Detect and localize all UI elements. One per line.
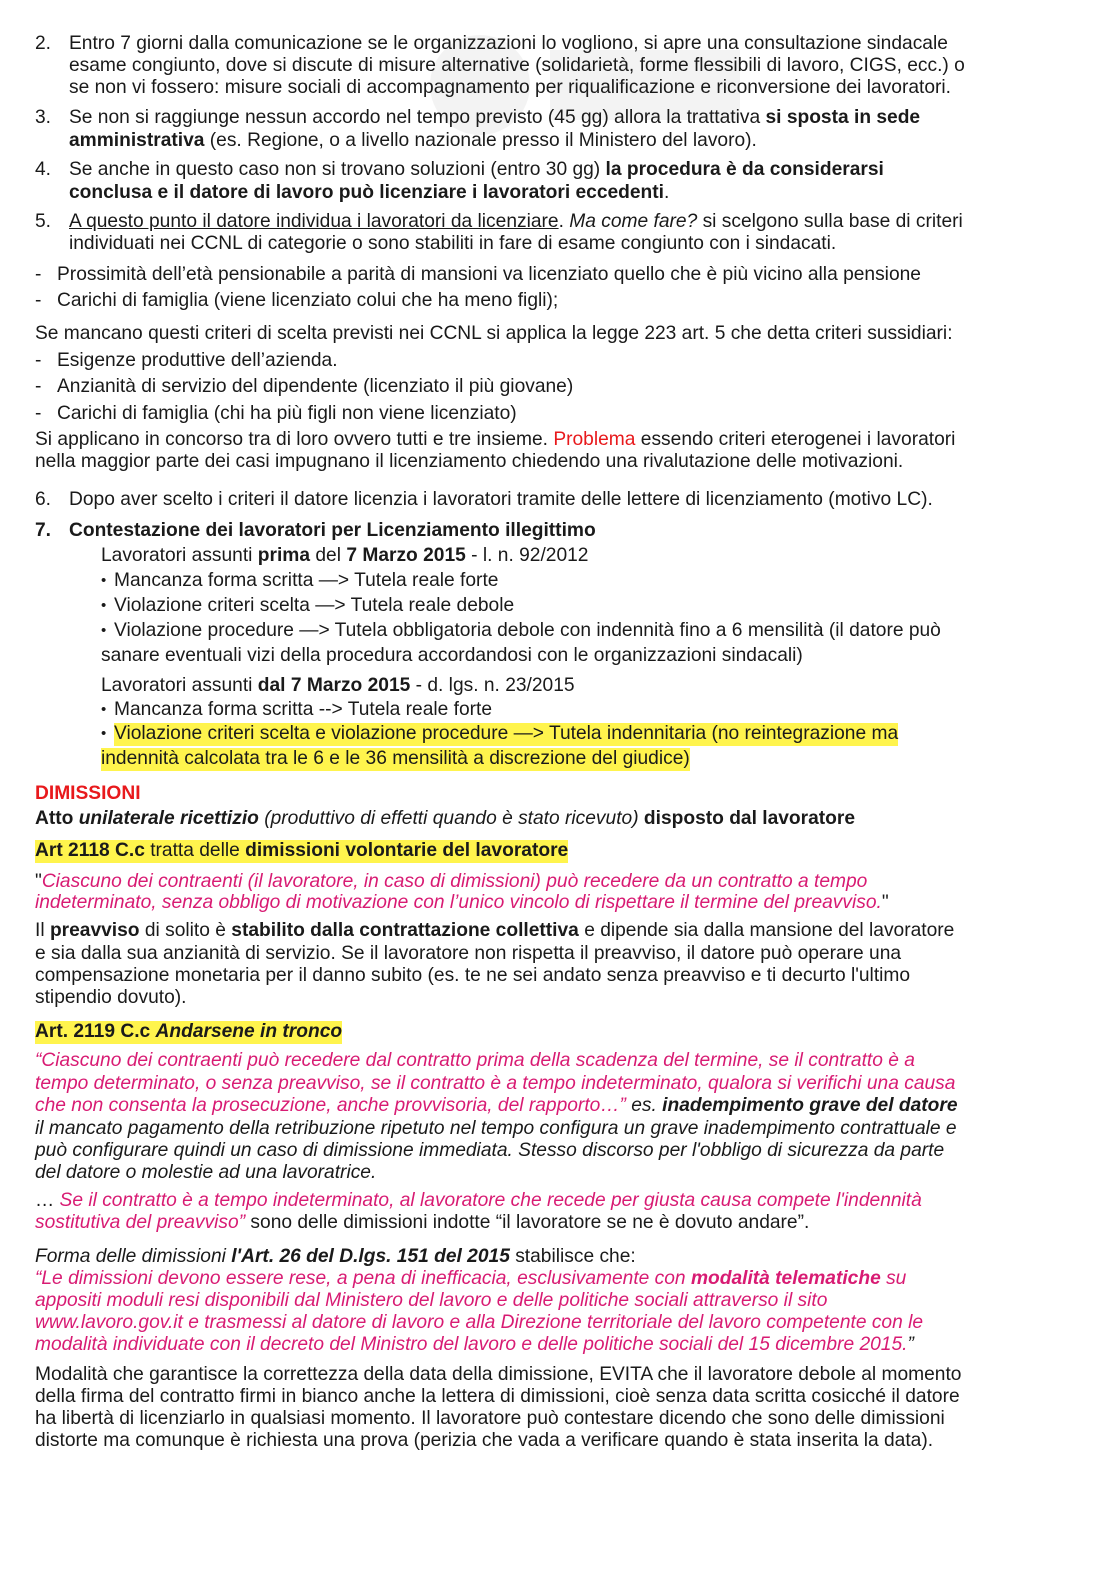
document-page: 2. Entro 7 giorni dalla comunicazione se le organizzazioni lo vogliono, si apre una consultazione sindacale esame congiunto, dove si discute di misure alternative (solidarietà, forme flessibili di lavoro, CIGS, ecc.) o se non vi fossero: misure sociali di accompagnamento per riqualificazione e riconversione dei lavoratori. 3. Se non si raggiunge nessun accordo nel tempo previsto (45 gg) allora la trattativa si sposta in sede amministrativa (es. Regione, o a livello nazionale presso il Ministero del lavoro). 4. Se anche in questo caso non si trovano soluzioni (entro 30 gg) la procedura è da considerarsi conclusa e il datore di lavoro può licenziare i lavoratori eccedenti. 5. A questo punto il datore individua i lavoratori da licenziare. Ma come fare? si scelgono sulla base di criteri individuati nei CCNL di categorie o sono stabiliti in fare di esame congiunto con i sindacati. - Prossimità dell’età pensionabile a parità di mansioni va licenziato quello che è più vicino alla pensione - Carichi di famiglia (viene licenziato colui che ha meno figli); Se mancano questi criteri di scelta previsti nei CCNL si applica la legge 223 art. 5 che detta criteri sussidiari: - Esigenze produttive dell’azienda. - Anzianità di servizio del dipendente (licenziato il più giovane) - Carichi di famiglia (chi ha più figli non viene licenziato) Si applicano in concorso tra di loro ovvero tutti e tre insieme. Problema essendo criteri eterogenei i lavoratori nella maggior parte dei casi impugnano il licenziamento chiedendo una rivalutazione delle motivazioni. 6. Dopo aver scelto i criteri il datore licenzia i lavoratori tramite delle lettere di licenziamento (motivo LC). 7. Contestazione dei lavoratori per Licenziamento illegittimo Lavoratori assunti prima del 7 Marzo 2015 - l. n. 92/2012 • Mancanza forma scritta —> Tutela reale forte • Violazione criteri scelta —> Tutela reale debole • Violazione procedure —> Tutela obbligatoria debole con indennità fino a 6 mensilità (il datore può sanare eventuali vizi della procedura accordandosi con le organizzazioni sindacali) Lavoratori assunti dal 7 Marzo 2015 - d. lgs. n. 23/2015 • Mancanza forma scritta --> Tutela reale forte • Violazione criteri scelta e violazione procedure —> Tutela indennitaria (no reintegrazione ma indennità calcolata tra le 6 e le 36 mensilità a discrezione del giudice) DIMISSIONI Atto unilaterale ricettizio (produttivo di effetti quando è stato ricevuto) disposto dal lavoratore Art 2118 C.c tratta delle dimissioni volontarie del lavoratore "Ciascuno dei contraenti (il lavoratore, in caso di dimissioni) può recedere da un contratto a tempo indeterminato, senza obbligo di motivazione con l’unico vincolo di rispettare il termine del preavviso." Il preavviso di solito è stabilito dalla contrattazione collettiva e dipende sia dalla mansione del lavoratore e sia dalla sua anzianità di servizio. Se il lavoratore non rispetta il preavviso, il datore può operare una compensazione monetaria per il danno subito (es. te ne sei andato senza preavviso e ti decurto l'ultimo stipendio dovuto). Art. 2119 C.c Andarsene in tronco “Ciascuno dei contraenti può recedere dal contratto prima della scadenza del termine, se il contratto è a tempo determinato, o senza preavviso, se il contratto è a tempo indeterminato, qualora si verifichi una causa che non consenta la prosecuzione, anche provvisoria, del rapporto…” es. inadempimento grave del datore il mancato pagamento della retribuzione ripetuto nel tempo configura un grave inadempimento contrattuale e può configurare quindi un caso di dimissione immediata. Stesso discorso per l'obbligo di sicurezza da parte del datore o molestie ad una lavoratrice. … Se il contratto è a tempo indeterminato, al lavoratore che recede per giusta causa compete l'indennità sostitutiva del preavviso” sono delle dimissioni indotte “il lavoratore se ne è dovuto andare”. Forma delle dimissioni l'Art. 26 del D.lgs. 151 del 2015 stabilisce che: “Le dimissioni devono essere rese, a pena di inefficacia, esclusivamente con modalità telematiche su appositi moduli resi disponibili dal Ministero del lavoro e delle politiche sociali attraverso il sito www.lavoro.gov.it e trasmessi al datore di lavoro e alla Direzione territoriale del lavoro competente con le modalità individuate con il decreto del Ministro del lavoro e delle politiche sociali del 15 dicembre 2015.” Modalità che garantisce la correttezza della data della dimissione, EVITA che il lavoratore debole al momento della firma del contratto firmi in bianco anche la lettera di dimissioni, cioè senza data scritta cosicché il datore ha libertà di licenziarlo in qualsiasi momento. Il lavoratore può contestare dicendo che sono delle dimissioni distorte ma comunque è richiesta una prova (perizia che vada a verificare quando è stata inserita la data). (0, 0, 1116, 1579)
